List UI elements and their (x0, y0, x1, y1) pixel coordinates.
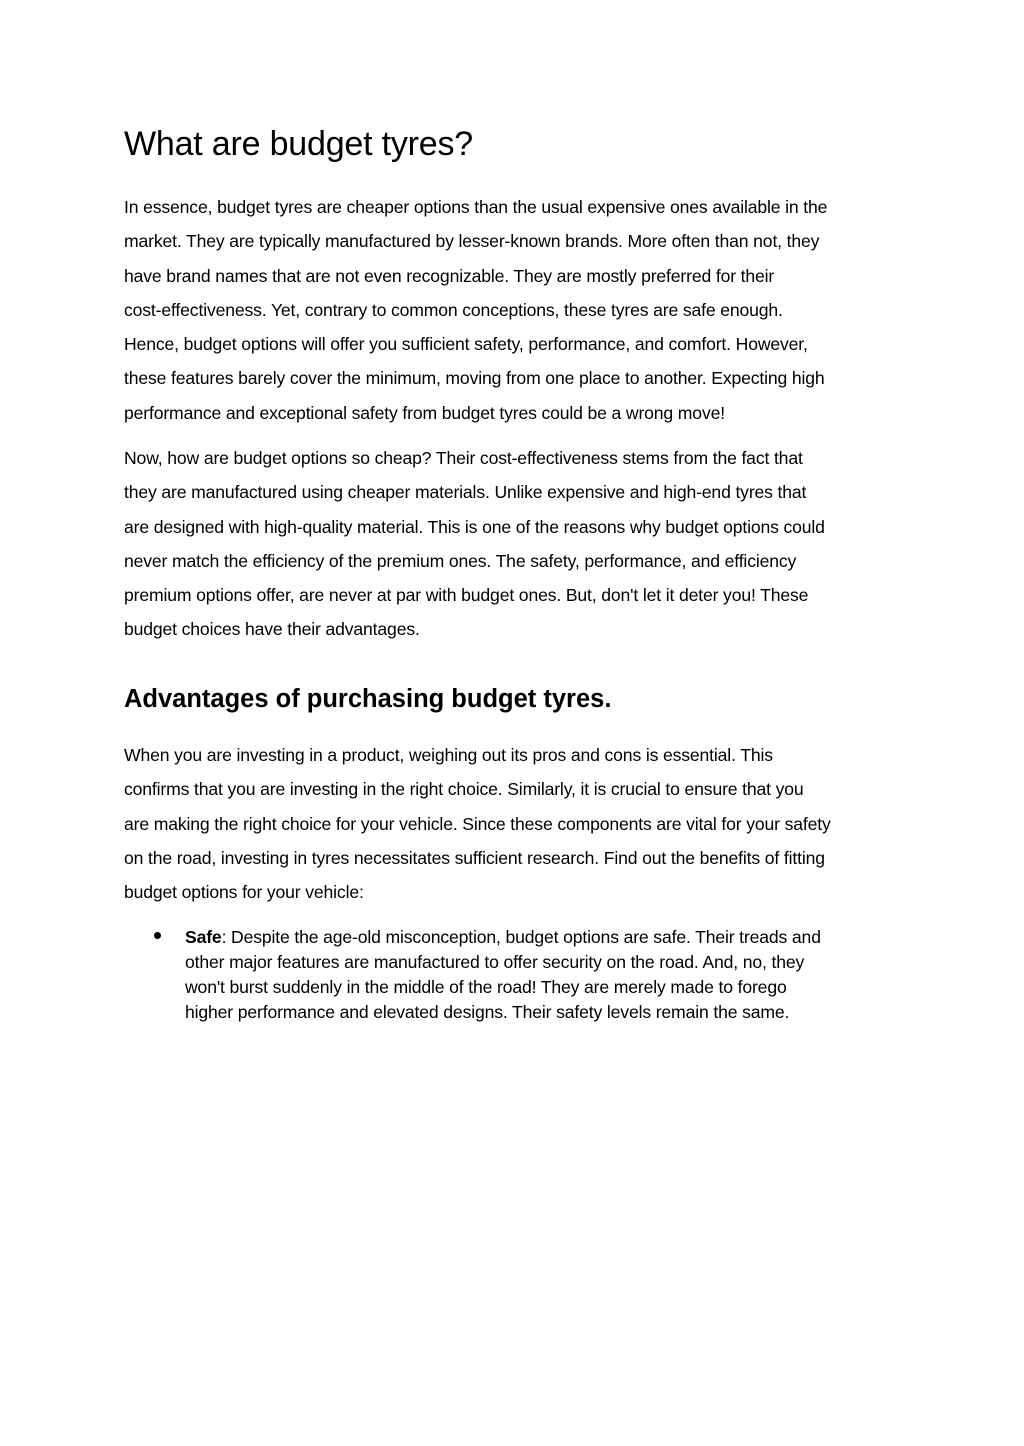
page-title: What are budget tyres? (124, 125, 474, 163)
cost-paragraph (124, 441, 900, 647)
text-line: other major features are manufactured to offer security on the road. And, no, they (185, 952, 805, 972)
text-line: Hence, budget options will offer you sufficient safety, performance, and comfort. However, (124, 334, 808, 355)
bullet-text (185, 925, 821, 1025)
text-line: market. They are typically manufactured by lesser-known brands. More often than not, they (124, 231, 820, 252)
text-line: these features barely cover the minimum, moving from one place to another. Expecting high (124, 368, 825, 389)
section-heading: Advantages of purchasing budget tyres. (124, 685, 612, 713)
text-line (185, 925, 821, 950)
bullet-icon (154, 932, 161, 939)
intro-paragraph (124, 190, 900, 430)
text-line: premium options offer, are never at par with budget ones. But, don't let it deter you! These (124, 585, 809, 606)
text-line: are making the right choice for your vehicle. Since these components are vital for your safety (124, 813, 831, 834)
text-line: have brand names that are not even recognizable. They are mostly preferred for their (124, 265, 775, 286)
text-line: budget choices have their advantages. (124, 619, 420, 640)
bullet-term: Safe (185, 927, 222, 947)
advantages-paragraph (124, 738, 900, 909)
bullet-first-line: : Despite the age-old misconception, budget options are safe. Their treads and (221, 927, 821, 947)
text-line: won't burst suddenly in the middle of the road! They are merely made to forego (185, 977, 787, 997)
text-line: confirms that you are investing in the right choice. Similarly, it is crucial to ensure that you (124, 779, 804, 800)
text-line: higher performance and elevated designs. Their safety levels remain the same. (185, 1002, 790, 1022)
text-line: performance and exceptional safety from budget tyres could be a wrong move! (124, 402, 725, 423)
text-line: cost-effectiveness. Yet, contrary to common conceptions, these tyres are safe enough. (124, 299, 783, 320)
text-line: they are manufactured using cheaper materials. Unlike expensive and high-end tyres that (124, 482, 807, 503)
text-line: are designed with high-quality material. This is one of the reasons why budget options could (124, 516, 825, 537)
text-line: Now, how are budget options so cheap? Their cost-effectiveness stems from the fact that (124, 448, 803, 468)
text-line: on the road, investing in tyres necessitates sufficient research. Find out the benefits of fitting (124, 847, 825, 868)
text-line: In essence, budget tyres are cheaper options than the usual expensive ones available in the (124, 197, 828, 217)
text-line: budget options for your vehicle: (124, 882, 364, 903)
text-line: When you are investing in a product, weighing out its pros and cons is essential. This (124, 745, 773, 765)
text-line: never match the efficiency of the premium ones. The safety, performance, and efficiency (124, 550, 797, 571)
